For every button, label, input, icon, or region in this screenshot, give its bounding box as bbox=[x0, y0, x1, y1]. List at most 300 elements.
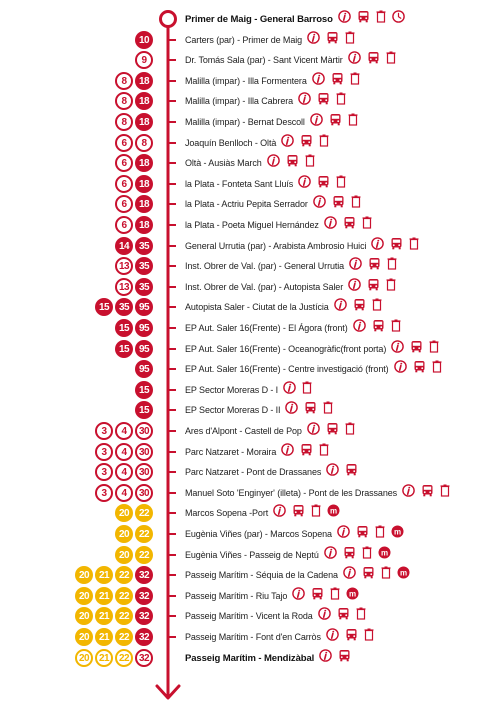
line-badge[interactable]: 18 bbox=[135, 113, 153, 131]
stop-marker bbox=[168, 121, 176, 123]
info-icon[interactable] bbox=[307, 422, 320, 440]
stop-icons bbox=[273, 504, 340, 522]
line-badge[interactable]: 22 bbox=[115, 628, 133, 646]
line-badge[interactable]: 18 bbox=[135, 175, 153, 193]
info-icon[interactable] bbox=[402, 484, 415, 502]
stop-name: Malilla (impar) - Bernat Descoll bbox=[185, 117, 305, 127]
bus-icon[interactable] bbox=[413, 360, 426, 378]
bus-icon[interactable] bbox=[410, 340, 423, 358]
stop-row[interactable] bbox=[0, 545, 500, 565]
stop-marker bbox=[168, 245, 176, 247]
stop-name: Oltà - Ausiàs March bbox=[185, 158, 262, 168]
bus-icon[interactable] bbox=[317, 175, 330, 193]
line-badges bbox=[135, 30, 153, 50]
line-badges bbox=[135, 400, 153, 420]
stop-marker bbox=[168, 389, 176, 391]
line-badge[interactable]: 18 bbox=[135, 195, 153, 213]
bus-icon[interactable] bbox=[326, 422, 339, 440]
trash-bin-icon[interactable] bbox=[345, 422, 355, 440]
line-badge[interactable]: 35 bbox=[135, 257, 153, 275]
bus-icon[interactable] bbox=[343, 546, 356, 564]
stop-row[interactable] bbox=[0, 50, 500, 70]
bus-icon[interactable] bbox=[345, 628, 358, 646]
line-badge[interactable]: 21 bbox=[95, 566, 113, 584]
stop-row[interactable] bbox=[0, 153, 500, 173]
bus-icon[interactable] bbox=[367, 51, 380, 69]
stop-icons bbox=[307, 422, 355, 440]
bus-icon[interactable] bbox=[343, 216, 356, 234]
bus-icon[interactable] bbox=[368, 257, 381, 275]
bus-icon[interactable] bbox=[390, 237, 403, 255]
trash-bin-icon[interactable] bbox=[391, 319, 401, 337]
stop-icons bbox=[391, 340, 439, 358]
stop-marker bbox=[168, 348, 176, 350]
stop-row[interactable] bbox=[0, 215, 500, 235]
line-badge[interactable]: 6 bbox=[115, 134, 133, 152]
info-icon[interactable] bbox=[285, 401, 298, 419]
stop-marker bbox=[168, 59, 176, 61]
line-badge[interactable]: 14 bbox=[115, 237, 133, 255]
trash-bin-icon[interactable] bbox=[336, 175, 346, 193]
stop-icons bbox=[348, 51, 396, 69]
stop-name: Primer de Maig - General Barroso bbox=[185, 13, 333, 25]
stop-name: EP Aut. Saler 16(Frente) - El Ágora (front) bbox=[185, 323, 348, 333]
stop-name: Inst. Obrer de Val. (par) - Autopista Saler bbox=[185, 282, 344, 292]
stop-row[interactable] bbox=[0, 421, 500, 441]
trash-bin-icon[interactable] bbox=[372, 298, 382, 316]
metro-icon[interactable] bbox=[346, 587, 359, 605]
line-badges bbox=[115, 524, 153, 544]
info-icon[interactable] bbox=[307, 31, 320, 49]
line-badges bbox=[95, 483, 153, 503]
line-badges bbox=[135, 380, 153, 400]
line-badge[interactable]: 15 bbox=[135, 381, 153, 399]
line-badge[interactable]: 4 bbox=[115, 443, 133, 461]
stop-name: Dr. Tomás Sala (par) - Sant Vicent Màrtir bbox=[185, 55, 343, 65]
line-badges bbox=[115, 91, 153, 111]
stop-marker bbox=[168, 286, 176, 288]
line-badge[interactable]: 15 bbox=[95, 298, 113, 316]
stop-icons bbox=[348, 278, 396, 296]
line-badge[interactable]: 18 bbox=[135, 72, 153, 90]
line-badge[interactable]: 35 bbox=[115, 298, 133, 316]
trash-bin-icon[interactable] bbox=[364, 628, 374, 646]
stop-row[interactable] bbox=[0, 71, 500, 91]
stop-icons bbox=[371, 237, 419, 255]
metro-icon[interactable] bbox=[391, 525, 404, 543]
line-badge[interactable]: 3 bbox=[95, 422, 113, 440]
line-badge[interactable]: 6 bbox=[115, 175, 133, 193]
stop-row[interactable] bbox=[0, 277, 500, 297]
stop-marker bbox=[168, 409, 176, 411]
stop-icons bbox=[319, 649, 351, 667]
stop-row[interactable] bbox=[0, 627, 500, 647]
stop-row[interactable] bbox=[0, 297, 500, 317]
line-badges bbox=[115, 71, 153, 91]
line-badges bbox=[115, 194, 153, 214]
bus-icon[interactable] bbox=[338, 649, 351, 667]
stop-row[interactable] bbox=[0, 565, 500, 585]
trash-bin-icon[interactable] bbox=[376, 10, 386, 28]
stop-row[interactable] bbox=[0, 174, 500, 194]
line-badge[interactable]: 6 bbox=[115, 216, 133, 234]
stop-name: EP Aut. Saler 16(Frente) - Oceanogràfic(front porta) bbox=[185, 344, 387, 354]
line-badge[interactable]: 95 bbox=[135, 319, 153, 337]
stop-row[interactable] bbox=[0, 462, 500, 482]
line-badge[interactable]: 22 bbox=[115, 649, 133, 667]
line-badges bbox=[75, 565, 153, 585]
line-badge[interactable]: 32 bbox=[135, 566, 153, 584]
trash-bin-icon[interactable] bbox=[351, 195, 361, 213]
line-badge[interactable]: 21 bbox=[95, 607, 113, 625]
info-icon[interactable] bbox=[324, 216, 337, 234]
bus-icon[interactable] bbox=[317, 92, 330, 110]
stop-marker bbox=[168, 306, 176, 308]
line-badge[interactable]: 18 bbox=[135, 216, 153, 234]
line-badge[interactable]: 22 bbox=[115, 587, 133, 605]
trash-bin-icon[interactable] bbox=[319, 134, 329, 152]
line-badge[interactable]: 22 bbox=[135, 525, 153, 543]
stop-icons bbox=[312, 72, 360, 90]
bus-icon[interactable] bbox=[292, 504, 305, 522]
line-badges bbox=[115, 256, 153, 276]
line-badge[interactable]: 20 bbox=[75, 566, 93, 584]
stop-icons bbox=[313, 195, 361, 213]
line-badges bbox=[115, 318, 153, 338]
line-badge[interactable]: 20 bbox=[75, 649, 93, 667]
metro-icon[interactable] bbox=[327, 504, 340, 522]
trash-bin-icon[interactable] bbox=[432, 360, 442, 378]
line-badge[interactable]: 8 bbox=[135, 134, 153, 152]
stop-name: General Urrutia (par) - Arabista Ambrosio Huici bbox=[185, 241, 367, 251]
line-badges bbox=[95, 297, 153, 317]
svg-text:m: m bbox=[349, 589, 357, 599]
stop-row[interactable] bbox=[0, 483, 500, 503]
info-icon[interactable] bbox=[324, 546, 337, 564]
stop-icons bbox=[326, 628, 374, 646]
stop-name: Inst. Obrer de Val. (par) - General Urrutia bbox=[185, 261, 345, 271]
stop-row[interactable] bbox=[0, 112, 500, 132]
stop-marker bbox=[168, 327, 176, 329]
trash-bin-icon[interactable] bbox=[409, 237, 419, 255]
line-badge[interactable]: 18 bbox=[135, 154, 153, 172]
line-badge[interactable]: 22 bbox=[115, 607, 133, 625]
svg-text:m: m bbox=[330, 506, 338, 516]
stop-row[interactable] bbox=[0, 359, 500, 379]
line-badge[interactable]: 8 bbox=[115, 72, 133, 90]
trash-bin-icon[interactable] bbox=[375, 525, 385, 543]
line-badge[interactable]: 30 bbox=[135, 443, 153, 461]
info-icon[interactable] bbox=[343, 566, 356, 584]
line-badge[interactable]: 21 bbox=[95, 587, 113, 605]
stop-name: Passeig Marítim - Vicent la Roda bbox=[185, 611, 313, 621]
line-badge[interactable]: 3 bbox=[95, 443, 113, 461]
metro-icon[interactable] bbox=[397, 566, 410, 584]
line-badge[interactable]: 15 bbox=[115, 319, 133, 337]
bus-icon[interactable] bbox=[337, 607, 350, 625]
info-icon[interactable] bbox=[267, 154, 280, 172]
line-badge[interactable]: 21 bbox=[95, 628, 113, 646]
stop-row[interactable] bbox=[0, 380, 500, 400]
svg-text:m: m bbox=[380, 548, 388, 558]
line-badge[interactable]: 35 bbox=[135, 237, 153, 255]
info-icon[interactable] bbox=[313, 195, 326, 213]
stop-name: Passeig Marítim - Séquia de la Cadena bbox=[185, 570, 338, 580]
line-badge[interactable]: 20 bbox=[115, 504, 133, 522]
info-icon[interactable] bbox=[281, 134, 294, 152]
line-badge[interactable]: 20 bbox=[75, 587, 93, 605]
trash-bin-icon[interactable] bbox=[381, 566, 391, 584]
stop-icons bbox=[307, 31, 355, 49]
stop-name: Parc Natzaret - Pont de Drassanes bbox=[185, 467, 322, 477]
stop-name: Malilla (impar) - Illa Formentera bbox=[185, 76, 307, 86]
stop-row[interactable] bbox=[0, 400, 500, 420]
stop-row[interactable] bbox=[0, 256, 500, 276]
trash-bin-icon[interactable] bbox=[323, 401, 333, 419]
clock-icon[interactable] bbox=[392, 10, 405, 28]
stop-icons bbox=[349, 257, 397, 275]
stop-row[interactable] bbox=[0, 91, 500, 111]
bus-icon[interactable] bbox=[345, 463, 358, 481]
stop-marker bbox=[168, 554, 176, 556]
metro-icon[interactable] bbox=[378, 546, 391, 564]
line-badge[interactable]: 32 bbox=[135, 587, 153, 605]
info-icon[interactable] bbox=[298, 175, 311, 193]
line-badges bbox=[95, 462, 153, 482]
line-badge[interactable]: 95 bbox=[135, 360, 153, 378]
line-badge[interactable]: 4 bbox=[115, 484, 133, 502]
bus-icon[interactable] bbox=[300, 134, 313, 152]
info-icon[interactable] bbox=[319, 649, 332, 667]
stop-name: EP Sector Moreras D - II bbox=[185, 405, 281, 415]
trash-bin-icon[interactable] bbox=[387, 257, 397, 275]
trash-bin-icon[interactable] bbox=[429, 340, 439, 358]
line-badge[interactable]: 32 bbox=[135, 607, 153, 625]
line-badge[interactable]: 30 bbox=[135, 484, 153, 502]
stop-marker bbox=[168, 512, 176, 514]
line-badge[interactable]: 10 bbox=[135, 31, 153, 49]
svg-text:m: m bbox=[399, 568, 407, 578]
stop-marker bbox=[168, 595, 176, 597]
info-icon[interactable] bbox=[348, 278, 361, 296]
info-icon[interactable] bbox=[326, 628, 339, 646]
trash-bin-icon[interactable] bbox=[305, 154, 315, 172]
stop-row[interactable] bbox=[0, 586, 500, 606]
line-badge[interactable]: 95 bbox=[135, 298, 153, 316]
info-icon[interactable] bbox=[349, 257, 362, 275]
stop-marker bbox=[168, 80, 176, 82]
info-icon[interactable] bbox=[371, 237, 384, 255]
bus-icon[interactable] bbox=[331, 72, 344, 90]
stop-name: Passeig Marítim - Riu Tajo bbox=[185, 591, 288, 601]
line-badge[interactable]: 15 bbox=[135, 401, 153, 419]
line-badge[interactable]: 18 bbox=[135, 92, 153, 110]
stop-icons bbox=[281, 134, 329, 152]
stop-marker bbox=[168, 430, 176, 432]
line-badge[interactable]: 20 bbox=[115, 546, 133, 564]
line-badges bbox=[75, 606, 153, 626]
line-badges bbox=[135, 359, 153, 379]
trash-bin-icon[interactable] bbox=[311, 504, 321, 522]
info-icon[interactable] bbox=[334, 298, 347, 316]
stop-row[interactable] bbox=[0, 606, 500, 626]
trash-bin-icon[interactable] bbox=[345, 31, 355, 49]
info-icon[interactable] bbox=[273, 504, 286, 522]
stop-icons bbox=[285, 401, 333, 419]
line-badge[interactable]: 30 bbox=[135, 463, 153, 481]
line-badge[interactable]: 15 bbox=[115, 340, 133, 358]
stop-marker bbox=[168, 615, 176, 617]
bus-icon[interactable] bbox=[357, 10, 370, 28]
stop-name: Passeig Marítim - Mendizàbal bbox=[185, 652, 315, 664]
info-icon[interactable] bbox=[353, 319, 366, 337]
stop-row[interactable] bbox=[0, 524, 500, 544]
stop-row[interactable] bbox=[0, 133, 500, 153]
line-badge[interactable]: 8 bbox=[115, 92, 133, 110]
stop-row[interactable] bbox=[0, 648, 500, 668]
info-icon[interactable] bbox=[318, 607, 331, 625]
info-icon[interactable] bbox=[348, 51, 361, 69]
line-badge[interactable]: 32 bbox=[135, 649, 153, 667]
line-badge[interactable]: 35 bbox=[135, 278, 153, 296]
line-badge[interactable]: 22 bbox=[115, 566, 133, 584]
stop-row[interactable] bbox=[0, 442, 500, 462]
trash-bin-icon[interactable] bbox=[440, 484, 450, 502]
trash-bin-icon[interactable] bbox=[362, 216, 372, 234]
line-badge[interactable]: 32 bbox=[135, 628, 153, 646]
stop-row[interactable] bbox=[0, 339, 500, 359]
bus-icon[interactable] bbox=[332, 195, 345, 213]
info-icon[interactable] bbox=[394, 360, 407, 378]
stop-marker bbox=[168, 203, 176, 205]
stop-name: Eugènia Viñes - Passeig de Neptú bbox=[185, 550, 319, 560]
stop-marker bbox=[168, 183, 176, 185]
stop-marker bbox=[168, 636, 176, 638]
bus-icon[interactable] bbox=[311, 587, 324, 605]
line-badge[interactable]: 3 bbox=[95, 463, 113, 481]
bus-icon[interactable] bbox=[326, 31, 339, 49]
info-icon[interactable] bbox=[298, 92, 311, 110]
stop-name: EP Aut. Saler 16(Frente) - Centre investigació (front) bbox=[185, 364, 389, 374]
stop-marker bbox=[168, 100, 176, 102]
stop-icons bbox=[402, 484, 450, 502]
stop-row[interactable] bbox=[0, 9, 500, 29]
stop-row[interactable] bbox=[0, 318, 500, 338]
line-badges bbox=[115, 112, 153, 132]
trash-bin-icon[interactable] bbox=[386, 51, 396, 69]
line-badge[interactable]: 3 bbox=[95, 484, 113, 502]
line-badge[interactable]: 20 bbox=[75, 628, 93, 646]
bus-icon[interactable] bbox=[300, 443, 313, 461]
line-badge[interactable]: 8 bbox=[115, 113, 133, 131]
line-badge[interactable]: 4 bbox=[115, 422, 133, 440]
bus-icon[interactable] bbox=[304, 401, 317, 419]
info-icon[interactable] bbox=[281, 443, 294, 461]
stop-row[interactable] bbox=[0, 503, 500, 523]
stop-row[interactable] bbox=[0, 30, 500, 50]
line-badges bbox=[115, 133, 153, 153]
stop-icons bbox=[298, 92, 346, 110]
trash-bin-icon[interactable] bbox=[348, 113, 358, 131]
stop-name: Ares d'Alpont - Castell de Pop bbox=[185, 426, 302, 436]
bus-icon[interactable] bbox=[362, 566, 375, 584]
info-icon[interactable] bbox=[312, 72, 325, 90]
line-badges bbox=[115, 236, 153, 256]
trash-bin-icon[interactable] bbox=[356, 607, 366, 625]
line-badge[interactable]: 20 bbox=[115, 525, 133, 543]
trash-bin-icon[interactable] bbox=[362, 546, 372, 564]
line-badge[interactable]: 13 bbox=[115, 257, 133, 275]
bus-icon[interactable] bbox=[421, 484, 434, 502]
stop-name: la Plata - Poeta Miguel Hernández bbox=[185, 220, 319, 230]
line-badges bbox=[115, 503, 153, 523]
line-badge[interactable]: 6 bbox=[115, 195, 133, 213]
stop-marker bbox=[168, 162, 176, 164]
bus-icon[interactable] bbox=[353, 298, 366, 316]
bus-icon[interactable] bbox=[356, 525, 369, 543]
line-badge[interactable]: 95 bbox=[135, 340, 153, 358]
bus-icon[interactable] bbox=[367, 278, 380, 296]
stop-marker bbox=[168, 265, 176, 267]
trash-bin-icon[interactable] bbox=[319, 443, 329, 461]
stop-name: Autopista Saler - Ciutat de la Justícia bbox=[185, 302, 329, 312]
trash-bin-icon[interactable] bbox=[350, 72, 360, 90]
line-badge[interactable]: 21 bbox=[95, 649, 113, 667]
stop-marker bbox=[168, 574, 176, 576]
stop-row[interactable] bbox=[0, 194, 500, 214]
trash-bin-icon[interactable] bbox=[336, 92, 346, 110]
info-icon[interactable] bbox=[310, 113, 323, 131]
info-icon[interactable] bbox=[337, 525, 350, 543]
stop-icons bbox=[298, 175, 346, 193]
line-badge[interactable]: 13 bbox=[115, 278, 133, 296]
info-icon[interactable] bbox=[283, 381, 296, 399]
stop-icons bbox=[283, 381, 312, 399]
stop-name: Malilla (impar) - Illa Cabrera bbox=[185, 96, 294, 106]
info-icon[interactable] bbox=[391, 340, 404, 358]
info-icon[interactable] bbox=[338, 10, 351, 28]
trash-bin-icon[interactable] bbox=[330, 587, 340, 605]
line-badge[interactable]: 30 bbox=[135, 422, 153, 440]
stop-row[interactable] bbox=[0, 236, 500, 256]
info-icon[interactable] bbox=[326, 463, 339, 481]
stop-name: Manuel Soto 'Enginyer' (illeta) - Pont de les Drassanes bbox=[185, 488, 398, 498]
line-badge[interactable]: 22 bbox=[135, 546, 153, 564]
stop-icons bbox=[338, 10, 405, 28]
bus-icon[interactable] bbox=[372, 319, 385, 337]
line-badges bbox=[115, 215, 153, 235]
trash-bin-icon[interactable] bbox=[302, 381, 312, 399]
stop-icons bbox=[394, 360, 442, 378]
line-badge[interactable]: 9 bbox=[135, 51, 153, 69]
stop-name: EP Sector Moreras D - I bbox=[185, 385, 279, 395]
stop-name: Marcos Sopena -Port bbox=[185, 508, 269, 518]
line-badges bbox=[115, 545, 153, 565]
stop-icons bbox=[326, 463, 358, 481]
line-badges bbox=[135, 50, 153, 70]
line-badges bbox=[75, 627, 153, 647]
line-badges bbox=[115, 153, 153, 173]
stop-marker bbox=[168, 39, 176, 41]
line-badge[interactable]: 6 bbox=[115, 154, 133, 172]
line-badge[interactable]: 22 bbox=[135, 504, 153, 522]
info-icon[interactable] bbox=[292, 587, 305, 605]
bus-icon[interactable] bbox=[329, 113, 342, 131]
line-badge[interactable]: 4 bbox=[115, 463, 133, 481]
line-badge[interactable]: 20 bbox=[75, 607, 93, 625]
trash-bin-icon[interactable] bbox=[386, 278, 396, 296]
bus-icon[interactable] bbox=[286, 154, 299, 172]
